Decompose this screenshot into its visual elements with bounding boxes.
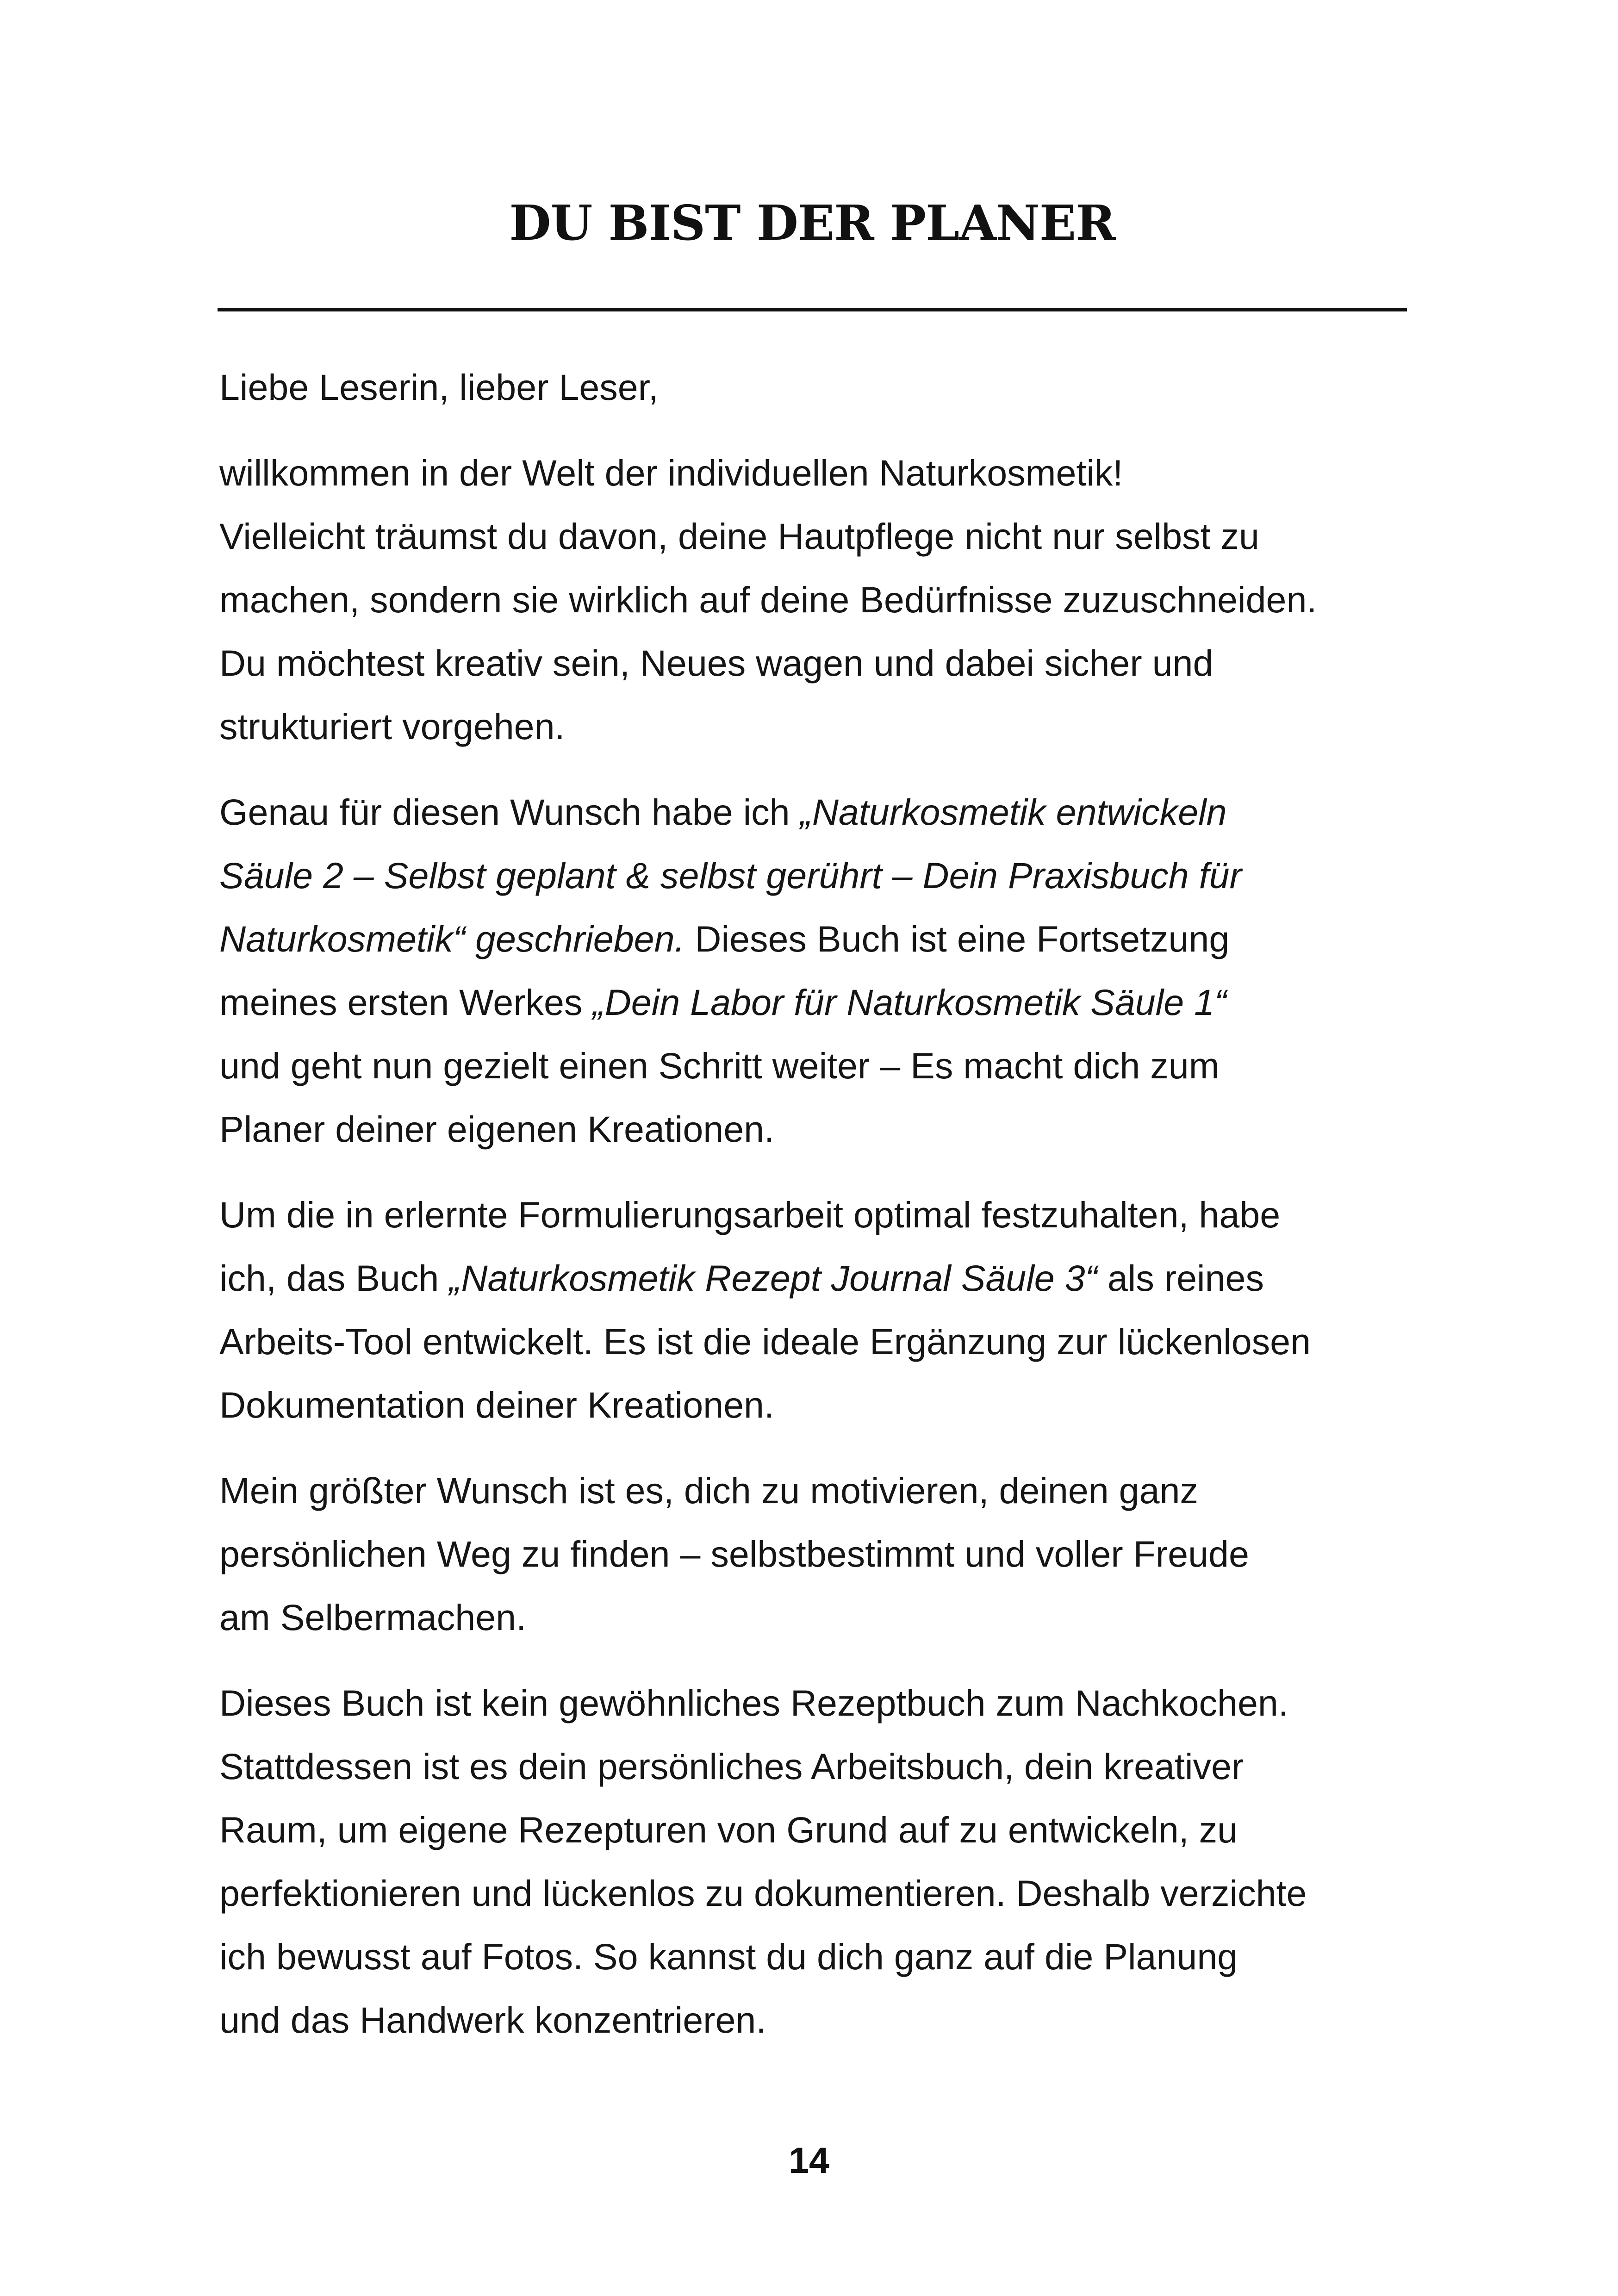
body-text — [219, 355, 1413, 2074]
page-number: 14 — [789, 2140, 829, 2181]
text-line: Um die in erlernte Formulierungsarbeit optimal festzuhalten, habe — [219, 1194, 1281, 1235]
paragraph-greeting — [219, 355, 1413, 419]
text-line: Liebe Leserin, lieber Leser, — [219, 367, 659, 408]
text-line: machen, sondern sie wirklich auf deine Bedürfnisse zuzuschneiden. — [219, 579, 1317, 620]
book-title-saeule-2: Säule 2 – Selbst geplant & selbst gerührt – Dein Praxisbuch für — [219, 855, 1242, 896]
text-line: Mein größter Wunsch ist es, dich zu motivieren, deinen ganz — [219, 1470, 1198, 1511]
text-line: ich, das Buch „Naturkosmetik Rezept Journal Säule 3“ als reines — [219, 1257, 1264, 1299]
text-line: Arbeits-Tool entwickelt. Es ist die ideale Ergänzung zur lückenlosen — [219, 1321, 1311, 1362]
text-line: und geht nun gezielt einen Schritt weiter – Es macht dich zum — [219, 1045, 1220, 1086]
book-title-saeule-3: „Naturkosmetik Rezept Journal Säule 3“ — [449, 1257, 1097, 1299]
paragraph-journal — [219, 1183, 1413, 1437]
paragraph-welcome — [219, 441, 1413, 758]
text-line: willkommen in der Welt der individuellen Naturkosmetik! — [219, 452, 1123, 493]
text-line: Dokumentation deiner Kreationen. — [219, 1384, 774, 1425]
text-line: Naturkosmetik“ geschrieben. Dieses Buch ist eine Fortsetzung — [219, 918, 1230, 959]
text-line: Planer deiner eigenen Kreationen. — [219, 1108, 775, 1150]
text-line: und das Handwerk konzentrieren. — [219, 1999, 766, 2041]
text-line — [219, 844, 1413, 907]
text-line: Genau für diesen Wunsch habe ich „Naturkosmetik entwickeln — [219, 791, 1227, 833]
text-line: meines ersten Werkes „Dein Labor für Naturkosmetik Säule 1“ — [219, 982, 1227, 1023]
text-line: Du möchtest kreativ sein, Neues wagen und dabei sicher und — [219, 642, 1214, 684]
paragraph-book-intro — [219, 780, 1413, 1161]
page-title: DU BIST DER PLANER — [509, 194, 1115, 251]
paragraph-workbook — [219, 1671, 1413, 2052]
text-line: strukturiert vorgehen. — [219, 706, 565, 747]
text-line: Stattdessen ist es dein persönliches Arbeitsbuch, dein kreativer — [219, 1746, 1244, 1787]
text-line: Vielleicht träumst du davon, deine Hautpflege nicht nur selbst zu — [219, 516, 1259, 557]
book-title-saeule-2: Naturkosmetik“ geschrieben. — [219, 918, 685, 959]
text-line: persönlichen Weg zu finden – selbstbestimmt und voller Freude — [219, 1533, 1249, 1574]
text-line: Raum, um eigene Rezepturen von Grund auf zu entwickeln, zu — [219, 1809, 1238, 1850]
text-line: am Selbermachen. — [219, 1597, 527, 1638]
heading-divider — [218, 308, 1407, 311]
paragraph-wish — [219, 1459, 1413, 1649]
text-line: ich bewusst auf Fotos. So kannst du dich ganz auf die Planung — [219, 1936, 1238, 1977]
text-line: perfektionieren und lückenlos zu dokumentieren. Deshalb verzichte — [219, 1873, 1307, 1914]
book-title-saeule-2: „Naturkosmetik entwickeln — [800, 791, 1227, 833]
text-line: Dieses Buch ist kein gewöhnliches Rezeptbuch zum Nachkochen. — [219, 1682, 1288, 1724]
book-title-saeule-1: „Dein Labor für Naturkosmetik Säule 1“ — [592, 982, 1227, 1023]
